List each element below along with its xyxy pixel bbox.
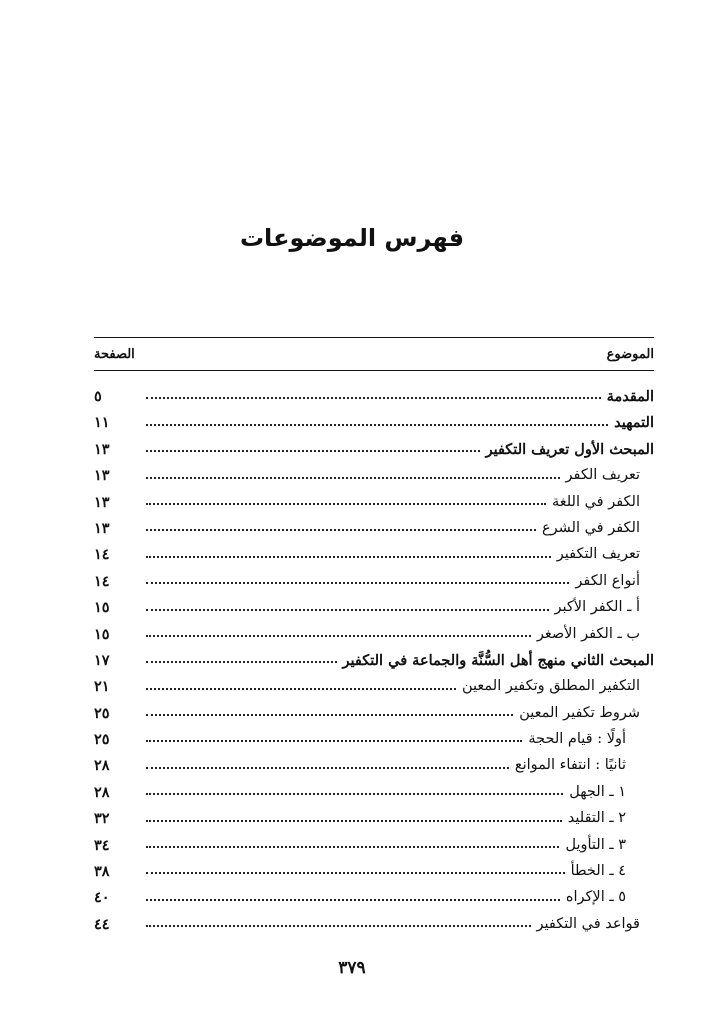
entry-topic: ٥ ـ الإكراه <box>565 889 626 906</box>
entry-topic: المبحث الثاني منهج أهل السُّنَّة والجماعة في التكفير <box>342 651 654 669</box>
dot-leader <box>146 793 563 795</box>
entry-page: ٣٢ <box>94 810 110 828</box>
dot-leader <box>146 397 601 399</box>
dot-leader <box>146 529 536 531</box>
toc-entry <box>94 828 654 854</box>
entry-page: ١٣ <box>94 440 110 458</box>
entry-topic: المبحث الأول تعريف التكفير <box>485 440 654 458</box>
entry-topic: شروط تكفير المعين <box>519 704 640 721</box>
toc-entry <box>94 854 654 880</box>
entry-topic: قواعد في التكفير <box>536 915 640 932</box>
dot-leader <box>146 899 560 901</box>
entry-topic: ثانيًا : انتفاء الموانع <box>514 757 626 774</box>
toc-entry-section-2 <box>94 643 654 669</box>
entry-topic: تعريف الكفر <box>565 467 640 484</box>
dot-leader <box>146 767 509 769</box>
entry-topic: تعريف التكفير <box>556 546 640 563</box>
entry-page: ٢٨ <box>94 757 110 775</box>
toc-entry-introduction <box>94 379 654 405</box>
dot-leader <box>146 661 337 663</box>
dot-leader <box>146 820 562 822</box>
page-number: ٣٧٩ <box>338 958 366 978</box>
entry-topic: التكفير المطلق وتكفير المعين <box>462 678 640 695</box>
entry-topic: ٢ ـ التقليد <box>567 810 626 827</box>
toc-entry-section-1 <box>94 432 654 458</box>
dot-leader <box>146 582 569 584</box>
page-column-header: الصفحة <box>94 346 135 362</box>
dot-leader <box>146 846 559 848</box>
entry-page: ١٣ <box>94 467 110 485</box>
page-title: فهرس الموضوعات <box>239 224 465 252</box>
toc-entry <box>94 564 654 590</box>
dot-leader <box>146 503 546 505</box>
topic-column-header: الموضوع <box>606 346 654 362</box>
toc-entry-preface <box>94 405 654 431</box>
entry-topic: التمهيد <box>614 414 654 432</box>
dot-leader <box>146 635 531 637</box>
entry-topic: الكفر في الشرع <box>541 519 640 536</box>
dot-leader <box>146 740 522 742</box>
entry-page: ٤٠ <box>94 889 110 907</box>
entry-page: ٤٤ <box>94 915 110 933</box>
toc-entry <box>94 669 654 695</box>
entry-topic: أولًا : قيام الحجة <box>528 731 626 748</box>
entry-page: ٣٨ <box>94 863 110 881</box>
entry-page: ١٤ <box>94 546 110 564</box>
dot-leader <box>146 872 565 874</box>
toc-entries <box>94 379 654 933</box>
toc-entry <box>94 485 654 511</box>
dot-leader <box>146 450 480 452</box>
entry-page: ٢٥ <box>94 731 110 749</box>
dot-leader <box>146 609 549 611</box>
toc-entry <box>94 775 654 801</box>
toc-entry <box>94 617 654 643</box>
table-of-contents <box>94 337 654 933</box>
toc-entry <box>94 458 654 484</box>
entry-topic: ٣ ـ التأويل <box>565 836 626 853</box>
entry-topic: ١ ـ الجهل <box>569 783 626 800</box>
entry-topic: أ ـ الكفر الأكبر <box>554 599 640 616</box>
entry-page: ١٣ <box>94 519 110 537</box>
toc-entry <box>94 880 654 906</box>
entry-page: ١٧ <box>94 651 110 669</box>
dot-leader <box>146 714 513 716</box>
entry-topic: الكفر في اللغة <box>551 493 640 510</box>
dot-leader <box>146 477 560 479</box>
toc-entry <box>94 696 654 722</box>
entry-topic: ٤ ـ الخطأ <box>570 863 626 880</box>
entry-page: ١١ <box>94 414 110 432</box>
dot-leader <box>146 925 531 927</box>
entry-topic: أنواع الكفر <box>575 572 640 589</box>
toc-entry <box>94 537 654 563</box>
entry-page: ١٤ <box>94 572 110 590</box>
entry-page: ٢١ <box>94 678 110 696</box>
toc-entry <box>94 511 654 537</box>
toc-header <box>94 338 654 370</box>
dot-leader <box>146 556 551 558</box>
entry-page: ٢٥ <box>94 704 110 722</box>
header-bottom-rule <box>94 370 654 371</box>
entry-topic: ب ـ الكفر الأصغر <box>536 625 640 642</box>
toc-entry <box>94 748 654 774</box>
entry-page: ٥ <box>94 388 102 405</box>
dot-leader <box>146 688 456 690</box>
entry-topic: المقدمة <box>606 388 654 405</box>
toc-entry <box>94 722 654 748</box>
toc-entry <box>94 590 654 616</box>
entry-page: ١٥ <box>94 625 110 643</box>
entry-page: ١٥ <box>94 599 110 617</box>
entry-page: ٣٤ <box>94 836 110 854</box>
entry-page: ٢٨ <box>94 783 110 801</box>
dot-leader <box>146 424 608 426</box>
entry-page: ١٣ <box>94 493 110 511</box>
toc-entry <box>94 907 654 933</box>
toc-entry <box>94 801 654 827</box>
